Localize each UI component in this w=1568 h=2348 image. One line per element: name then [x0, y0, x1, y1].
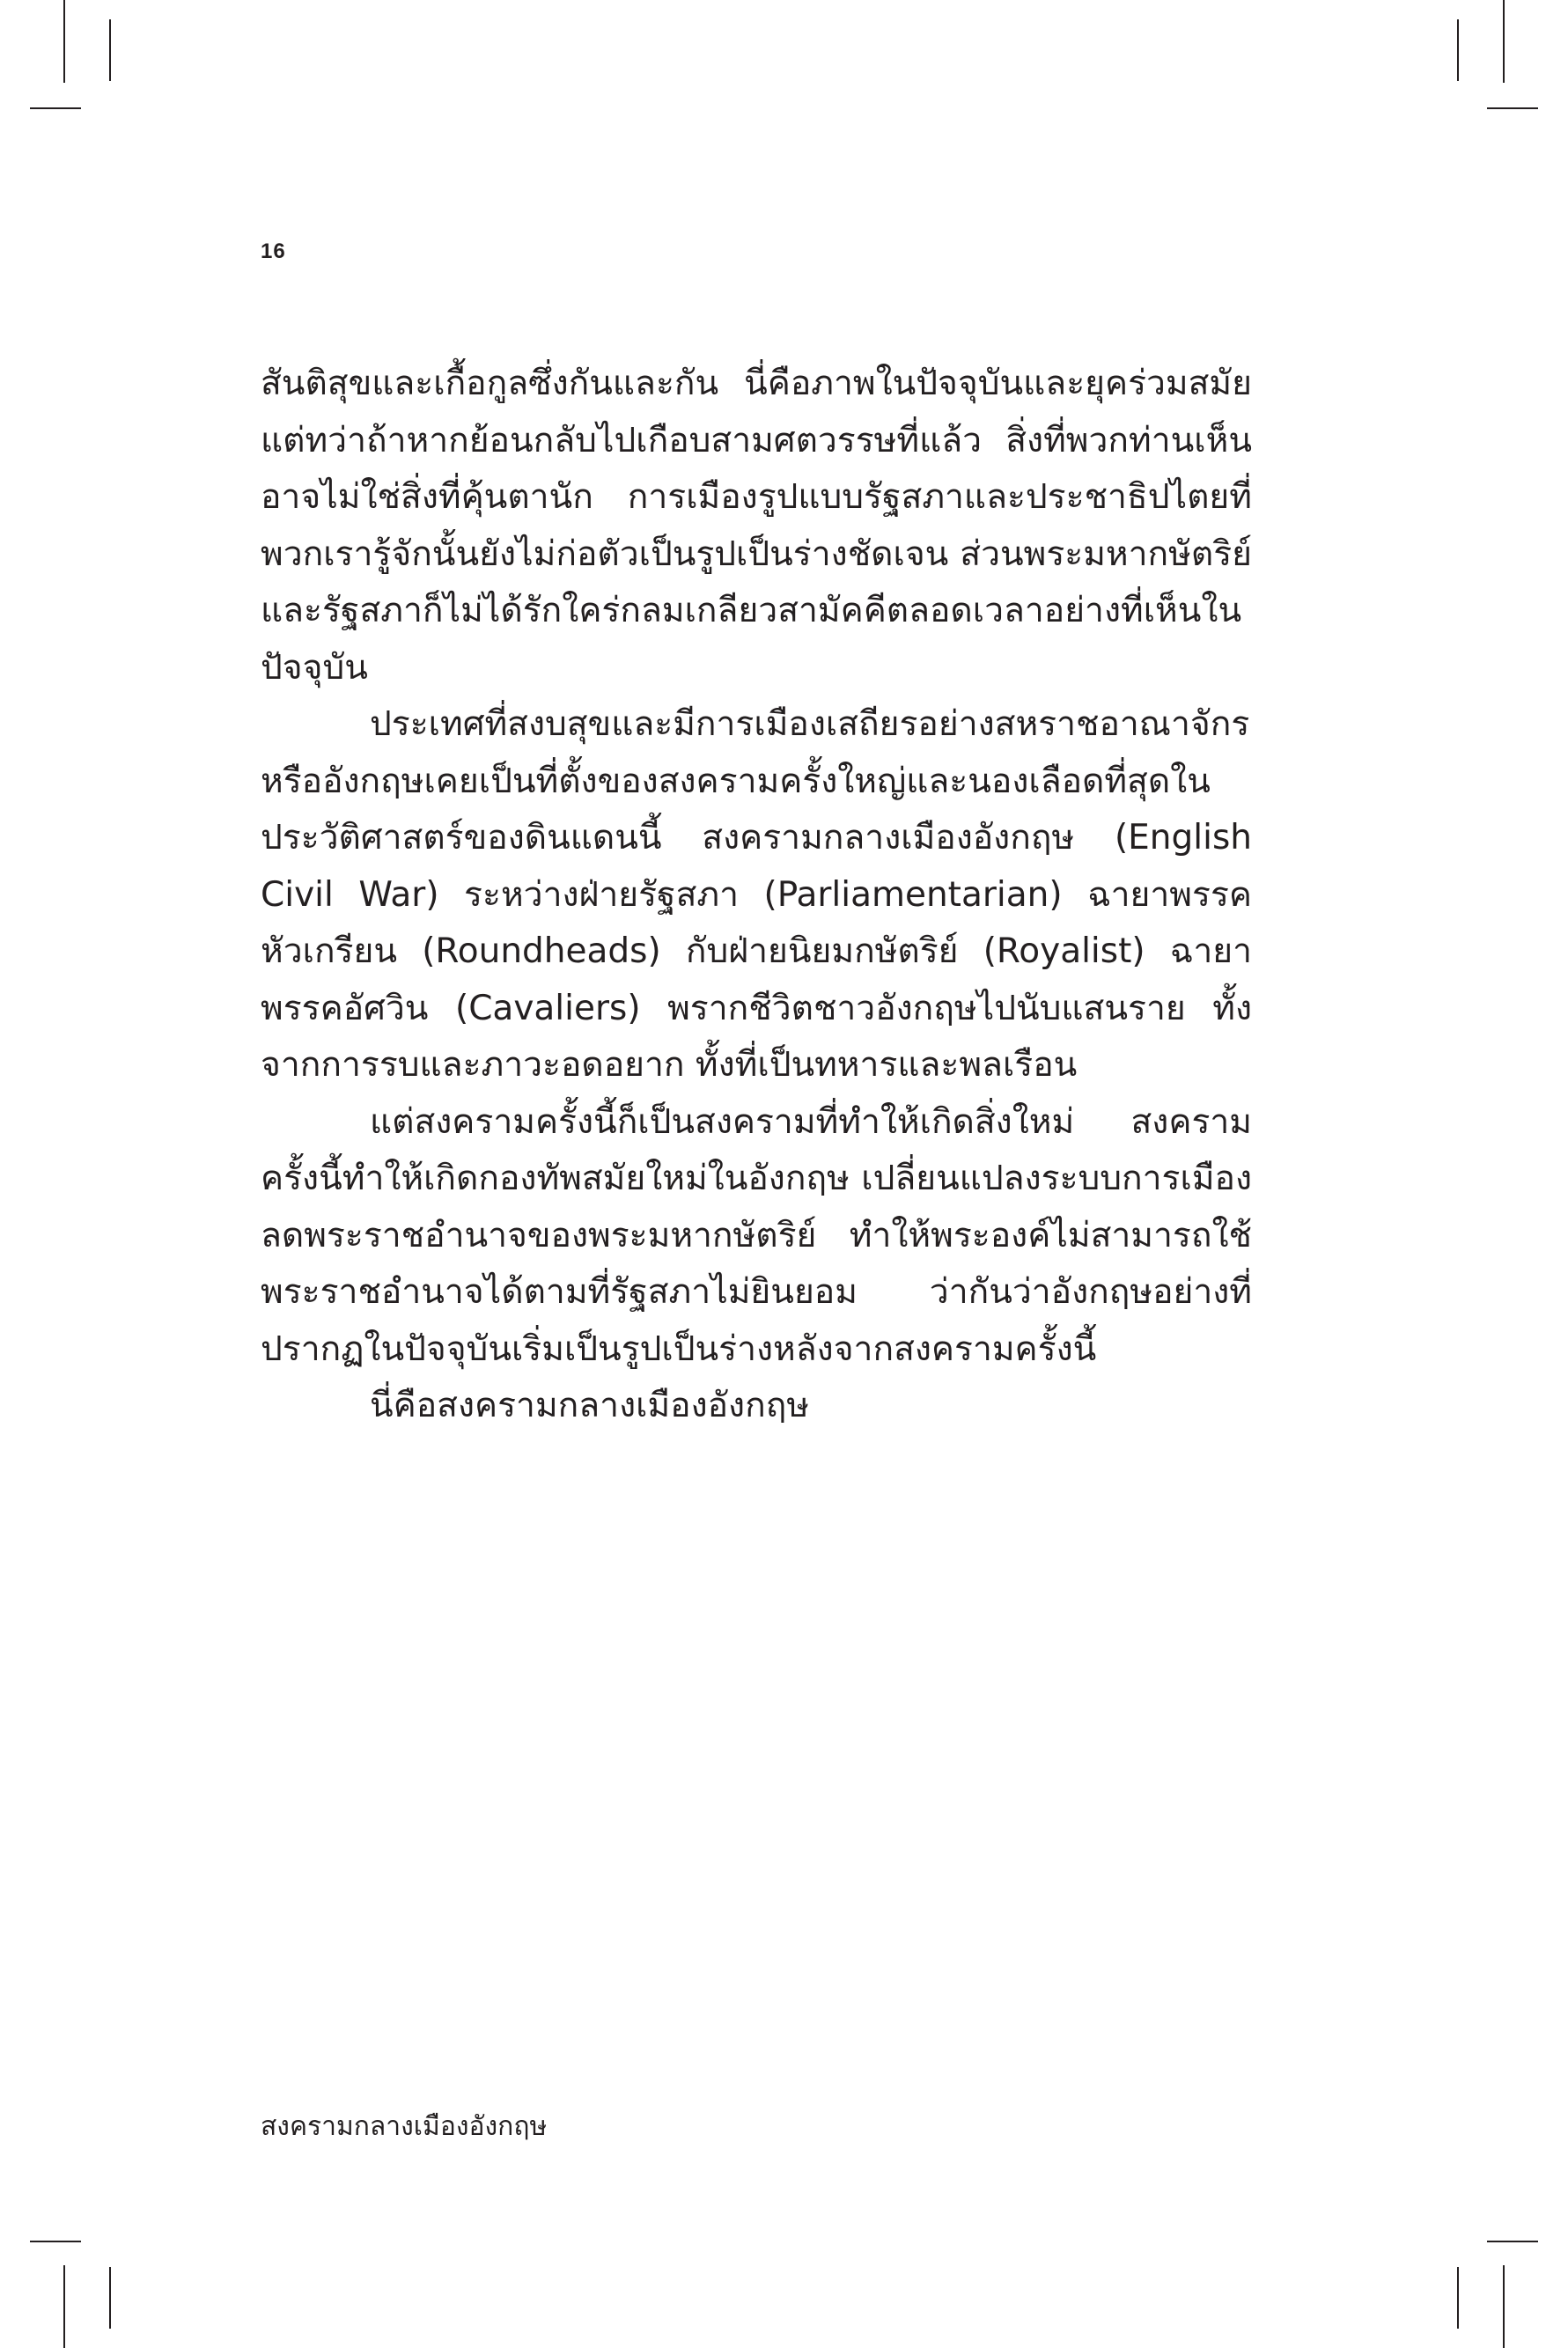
crop-mark-bottom-right-vertical: [1503, 2265, 1505, 2348]
text-line: ปัจจุบัน: [261, 647, 368, 688]
text-line: อาจไม่ใช่สิ่งที่คุ้นตานัก การเมืองรูปแบบรัฐสภาและประชาธิปไตยที่: [261, 477, 1252, 517]
text-line: ประเทศที่สงบสุขและมีการเมืองเสถียรอย่างสหราชอาณาจักร: [370, 704, 1250, 744]
crop-mark-top-right-vertical: [1503, 0, 1505, 83]
paragraph-1: [261, 356, 1252, 696]
crop-mark-top-right-inner-vertical: [1457, 19, 1459, 81]
crop-mark-top-left-vertical: [63, 0, 65, 83]
page-number: 16: [261, 239, 286, 263]
text-line: ลดพระราชอำนาจของพระมหากษัตริย์ ทำให้พระองค์ไม่สามารถใช้: [261, 1215, 1252, 1255]
text-line: และรัฐสภาก็ไม่ได้รักใคร่กลมเกลียวสามัคคีตลอดเวลาอย่างที่เห็นใน: [261, 591, 1242, 630]
crop-mark-top-right-horizontal: [1487, 107, 1538, 109]
text-line: หัวเกรียน (Roundheads) กับฝ่ายนิยมกษัตริย์ (Royalist) ฉายา: [261, 931, 1252, 971]
crop-mark-bottom-left-inner-vertical: [109, 2267, 111, 2329]
running-footer-title: สงครามกลางเมืองอังกฤษ: [261, 2111, 548, 2142]
text-line: ปรากฏในปัจจุบันเริ่มเป็นรูปเป็นร่างหลังจากสงครามครั้งนี้: [261, 1329, 1097, 1369]
text-line: พรรคอัศวิน (Cavaliers) พรากชีวิตชาวอังกฤษไปนับแสนราย ทั้ง: [261, 988, 1252, 1028]
text-line: แต่สงครามครั้งนี้ก็เป็นสงครามที่ทำให้เกิดสิ่งใหม่ สงคราม: [370, 1101, 1252, 1142]
text-line: Civil War) ระหว่างฝ่ายรัฐสภา (Parliamentarian) ฉายาพรรค: [261, 874, 1252, 915]
paragraph-2: [261, 696, 1252, 1094]
text-line: พวกเรารู้จักนั้นยังไม่ก่อตัวเป็นรูปเป็นร่างชัดเจน ส่วนพระมหากษัตริย์: [261, 534, 1252, 574]
text-line: หรืออังกฤษเคยเป็นที่ตั้งของสงครามครั้งใหญ่และนองเลือดที่สุดใน: [261, 761, 1211, 801]
text-line: สันติสุขและเกื้อกูลซึ่งกันและกัน นี่คือภาพในปัจจุบันและยุคร่วมสมัย: [261, 364, 1252, 403]
crop-mark-bottom-right-horizontal: [1487, 2241, 1538, 2242]
text-line: จากการรบและภาวะอดอยาก ทั้งที่เป็นทหารและพลเรือน: [261, 1045, 1078, 1085]
body-text: [261, 356, 1252, 1435]
paragraph-4: [261, 1378, 1252, 1435]
crop-mark-top-left-inner-vertical: [109, 19, 111, 81]
text-line: นี่คือสงครามกลางเมืองอังกฤษ: [370, 1386, 810, 1425]
text-line: ประวัติศาสตร์ของดินแดนนี้ สงครามกลางเมืองอังกฤษ (English: [261, 818, 1252, 857]
text-line: พระราชอำนาจได้ตามที่รัฐสภาไม่ยินยอม ว่ากันว่าอังกฤษอย่างที่: [261, 1272, 1252, 1312]
text-line: ครั้งนี้ทำให้เกิดกองทัพสมัยใหม่ในอังกฤษ เปลี่ยนแปลงระบบการเมือง: [261, 1159, 1252, 1198]
crop-mark-top-left-horizontal: [30, 107, 81, 109]
crop-mark-bottom-right-inner-vertical: [1457, 2267, 1459, 2329]
crop-mark-bottom-left-horizontal: [30, 2241, 81, 2242]
text-line: แต่ทว่าถ้าหากย้อนกลับไปเกือบสามศตวรรษที่แล้ว สิ่งที่พวกท่านเห็น: [261, 420, 1252, 460]
crop-mark-bottom-left-vertical: [63, 2265, 65, 2348]
paragraph-3: [261, 1094, 1252, 1379]
